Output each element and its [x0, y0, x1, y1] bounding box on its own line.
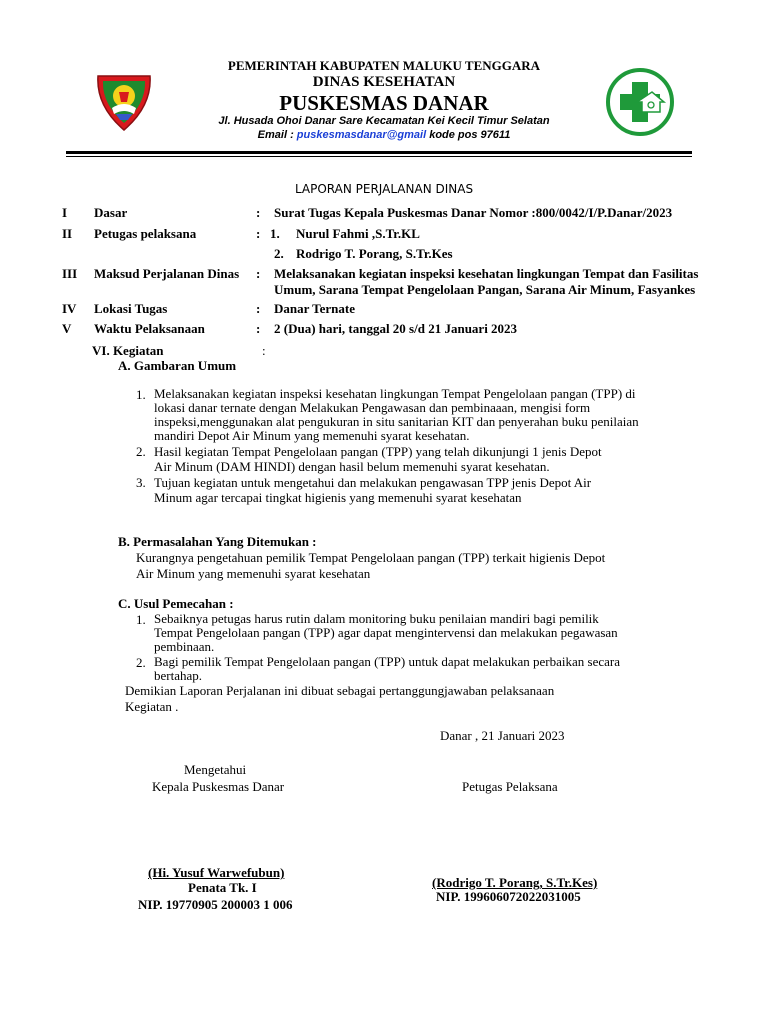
- section-b-line: Kurangnya pengetahuan pemilik Tempat Pengelolaan pangan (TPP) terkait higienis Depot: [136, 550, 606, 565]
- section-b-body: [136, 550, 678, 582]
- closing-line: Demikian Laporan Perjalanan ini dibuat sebagai pertanggungjawaban pelaksanaan: [125, 683, 555, 698]
- head-nip: NIP. 19770905 200003 1 006: [138, 897, 293, 912]
- head-title: Kepala Puskesmas Danar: [152, 779, 285, 794]
- a-item-2-line: Air Minum (DAM HINDI) dengan hasil belum memenuhi syarat kesehatan.: [154, 459, 550, 474]
- section-b-heading: B. Permasalahan Yang Ditemukan :: [118, 534, 317, 549]
- c-item-1-number: 1.: [136, 612, 146, 627]
- row-2-label: Petugas pelaksana: [94, 226, 197, 241]
- header-address: Jl. Husada Ohoi Danar Sare Kecamatan Kei Kecil Timur Selatan: [218, 115, 550, 127]
- closing-paragraph: [125, 683, 679, 715]
- header-divider-thick: [66, 151, 692, 154]
- c-item-1-line: pembinaan.: [154, 639, 215, 654]
- c-item-1: [154, 612, 678, 654]
- row-1-value: Surat Tugas Kepala Puskesmas Danar Nomor :800/0042/I/P.Danar/2023: [274, 205, 673, 220]
- header-institution-name: PUSKESMAS DANAR: [279, 91, 489, 115]
- a-item-2: [154, 444, 678, 474]
- row-3-label: Maksud Perjalanan Dinas: [94, 266, 240, 281]
- row-3-value-line-1: Melaksanakan kegiatan inspeksi kesehatan lingkungan Tempat dan Fasilitas: [274, 266, 699, 281]
- header-divider-thin: [66, 156, 692, 157]
- section-vi-colon: :: [262, 343, 266, 358]
- a-item-1-line: inspeksi,menggunakan alat pengukuran in situ sanitarian KIT dan penyerahan buku penilaian: [154, 414, 639, 429]
- section-a-heading: A. Gambaran Umum: [118, 358, 237, 373]
- section-b-line: Air Minum yang memenuhi syarat kesehatan: [136, 566, 371, 581]
- row-1-number: I: [62, 205, 68, 220]
- c-item-1-line: Tempat Pengelolaan pangan (TPP) agar dapat menginterv​ensi dan melakukan pegawasan: [154, 625, 618, 640]
- row-5-value: 2 (Dua) hari, tanggal 20 s/d 21 Januari 2023: [274, 321, 518, 336]
- row-3-number: III: [62, 266, 78, 281]
- postal-code: kode pos 97611: [426, 129, 511, 141]
- head-name: (Hi. Yusuf Warwefubun): [148, 865, 285, 880]
- row-1-label: Dasar: [94, 205, 128, 220]
- header-department-line: DINAS KESEHATAN: [312, 74, 456, 90]
- document-title: LAPORAN PERJALANAN DINAS: [294, 182, 474, 196]
- header-contact-line: [0, 129, 768, 141]
- row-4-number: IV: [62, 301, 77, 316]
- c-item-1-line: Sebaiknya petugas harus rutin dalam monitoring buku penilaian mandiri bagi pemilik: [154, 611, 599, 626]
- a-item-1-number: 1.: [136, 387, 146, 402]
- a-item-1: [154, 387, 678, 443]
- row-3-colon: :: [256, 266, 261, 281]
- email-address: puskesmasdanar@gmail: [296, 129, 427, 141]
- row-3-value-line-2: Umum, Sarana Tempat Pengelolaan Pangan, Sarana Air Minum, Fasyankes: [274, 282, 696, 297]
- a-item-1-line: Melaksanakan kegiatan inspeksi kesehatan lingkungan Tempat Pengelolaan pangan (TPP) di: [154, 386, 636, 401]
- row-5-colon: :: [256, 321, 261, 336]
- row-4-colon: :: [256, 301, 261, 316]
- a-item-3-line: Tujuan kegiatan untuk mengetahui dan melakukan pengawasan TPP jenis Depot Air: [154, 475, 592, 490]
- section-vi-heading: VI. Kegiatan: [92, 343, 164, 358]
- row-4-label: Lokasi Tugas: [94, 301, 168, 316]
- email-label: Email :: [257, 129, 297, 141]
- row-2-item-1-number: 1.: [270, 226, 280, 241]
- header-government-line: PEMERINTAH KABUPATEN MALUKU TENGGARA: [227, 58, 541, 73]
- officer-name: (Rodrigo T. Porang, S.Tr.Kes): [432, 875, 598, 890]
- officer-nip: NIP. 199606072022031005: [436, 889, 581, 904]
- a-item-1-line: lokasi danar ternate dengan Melakukan Pengawasan dan pembinaaan, mengisi form: [154, 400, 591, 415]
- a-item-2-line: Hasil kegiatan Tempat Pengelolaan pangan (TPP) yang telah dikunjungi 1 jenis Depot: [154, 444, 602, 459]
- c-item-2-line: bertahap.: [154, 668, 203, 683]
- row-2-item-2-number: 2.: [274, 246, 284, 261]
- row-1-colon: :: [256, 205, 261, 220]
- row-2-colon: :: [256, 226, 261, 241]
- acknowledged-label: Mengetahui: [184, 762, 247, 777]
- row-2-item-2: Rodrigo T. Porang, S.Tr.Kes: [296, 246, 453, 261]
- row-4-value: Danar Ternate: [274, 301, 356, 316]
- head-rank: Penata Tk. I: [188, 880, 257, 895]
- a-item-2-number: 2.: [136, 444, 146, 459]
- row-5-label: Waktu Pelaksanaan: [94, 321, 205, 336]
- a-item-3-line: Minum agar tercapai tingkat higienis yang memenuhi syarat kesehatan: [154, 490, 522, 505]
- row-5-number: V: [62, 321, 72, 336]
- section-c-heading: C. Usul Pemecahan :: [118, 596, 234, 611]
- row-2-item-1: Nurul Fahmi ,S.Tr.KL: [296, 226, 420, 241]
- row-2-number: II: [62, 226, 73, 241]
- c-item-2-number: 2.: [136, 655, 146, 670]
- c-item-2: [154, 655, 678, 683]
- officer-title: Petugas Pelaksana: [462, 779, 558, 794]
- closing-line: Kegiatan .: [125, 699, 179, 714]
- c-item-2-line: Bagi pemilik Tempat Pengelolaan pangan (TPP) untuk dapat melakukan perbaikan secara: [154, 654, 620, 669]
- place-date: Danar , 21 Januari 2023: [440, 728, 565, 743]
- a-item-3-number: 3.: [136, 475, 146, 490]
- a-item-1-line: mandiri Depot Air Minum yang memenuhi syarat kesehatan.: [154, 428, 470, 443]
- a-item-3: [154, 475, 678, 505]
